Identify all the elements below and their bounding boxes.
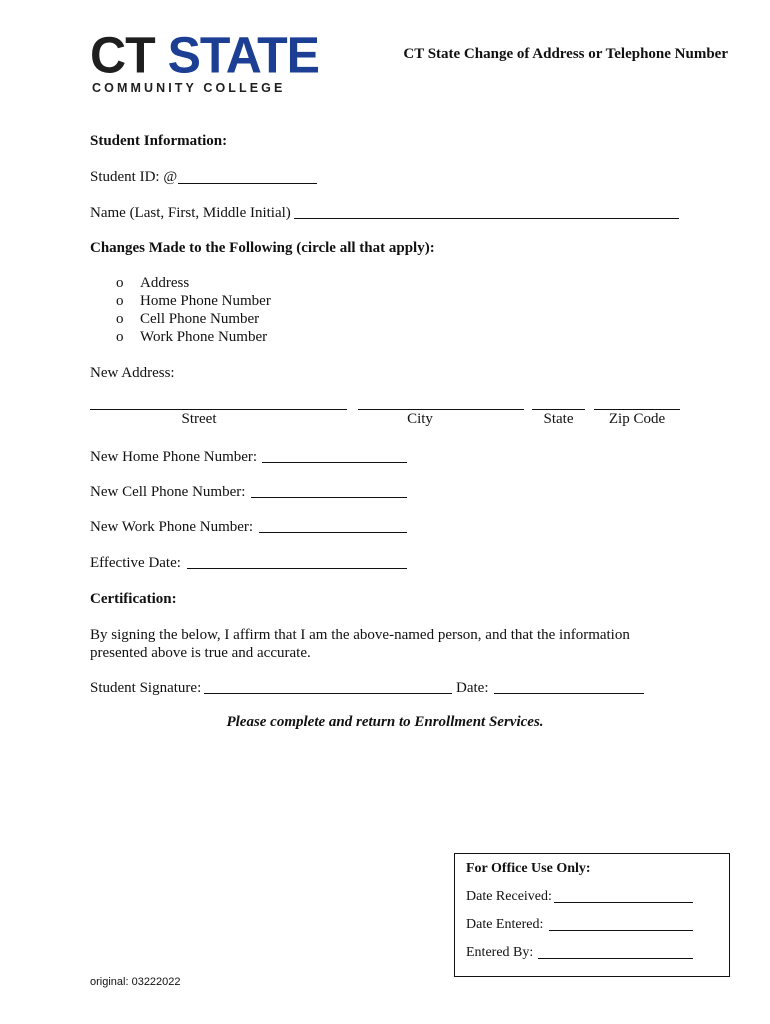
option-address[interactable]	[116, 274, 271, 292]
city-caption: City	[407, 411, 433, 427]
street-caption: Street	[181, 411, 217, 427]
option-cell-phone[interactable]	[116, 310, 271, 328]
work-phone-field[interactable]	[259, 532, 407, 533]
name-field[interactable]	[294, 218, 679, 219]
date-received-field[interactable]	[554, 902, 693, 903]
date-entered-label: Date Entered:	[466, 917, 544, 932]
signature-date-field[interactable]	[494, 693, 644, 694]
effective-date-label: Effective Date:	[90, 555, 181, 571]
new-address-label: New Address:	[90, 365, 175, 381]
student-id-label: Student ID: @	[90, 169, 178, 185]
option-label: Home Phone Number	[140, 293, 271, 309]
student-id-field[interactable]	[178, 183, 317, 184]
logo-subtitle: COMMUNITY COLLEGE	[92, 81, 286, 95]
signature-field[interactable]	[204, 693, 452, 694]
version-footer: original: 03222022	[90, 976, 181, 988]
name-label: Name (Last, First, Middle Initial)	[90, 205, 291, 221]
entered-by-field[interactable]	[538, 958, 693, 959]
changes-heading: Changes Made to the Following (circle all that apply):	[90, 240, 435, 256]
work-phone-label: New Work Phone Number:	[90, 519, 254, 535]
bullet-circle-icon: o	[116, 293, 124, 309]
bullet-circle-icon: o	[116, 329, 124, 345]
signature-date-label: Date:	[456, 680, 489, 696]
date-received-label: Date Received:	[466, 889, 552, 904]
date-entered-field[interactable]	[549, 930, 693, 931]
changes-options-list	[116, 274, 271, 346]
state-caption: State	[543, 411, 574, 427]
option-label: Cell Phone Number	[140, 311, 260, 327]
certification-text-line2: presented above is true and accurate.	[90, 645, 311, 661]
option-label: Work Phone Number	[140, 329, 268, 345]
college-logo	[90, 26, 320, 84]
office-use-heading: For Office Use Only:	[466, 861, 591, 876]
certification-heading: Certification:	[90, 591, 177, 607]
city-field[interactable]	[358, 409, 524, 410]
cell-phone-field[interactable]	[251, 497, 407, 498]
home-phone-label: New Home Phone Number:	[90, 449, 258, 465]
zip-caption: Zip Code	[608, 411, 666, 427]
return-instructions: Please complete and return to Enrollment Services.	[226, 714, 544, 730]
zip-field[interactable]	[594, 409, 680, 410]
form-title: CT State Change of Address or Telephone Number	[403, 46, 728, 62]
bullet-circle-icon: o	[116, 311, 124, 327]
office-use-box	[454, 853, 730, 977]
option-work-phone[interactable]	[116, 328, 271, 346]
home-phone-field[interactable]	[262, 462, 407, 463]
certification-text-line1: By signing the below, I affirm that I am the above-named person, and that the information	[90, 627, 630, 643]
cell-phone-label: New Cell Phone Number:	[90, 484, 246, 500]
entered-by-label: Entered By:	[466, 945, 534, 960]
student-info-heading: Student Information:	[90, 133, 228, 149]
option-home-phone[interactable]	[116, 292, 271, 310]
signature-label: Student Signature:	[90, 680, 202, 696]
effective-date-field[interactable]	[187, 568, 407, 569]
logo-word-state: STATE	[167, 26, 320, 84]
logo-word-ct: CT	[90, 26, 155, 84]
bullet-circle-icon: o	[116, 275, 124, 291]
option-label: Address	[140, 275, 190, 291]
street-field[interactable]	[90, 409, 347, 410]
state-field[interactable]	[532, 409, 585, 410]
